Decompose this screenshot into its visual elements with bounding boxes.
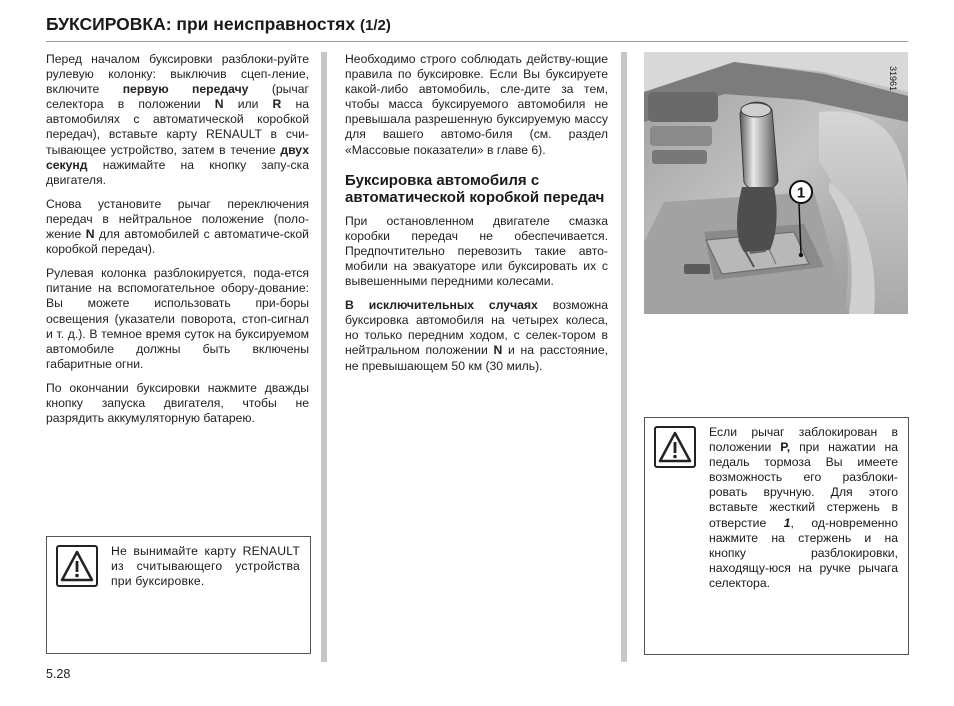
warning-box-lever-locked bbox=[644, 417, 909, 655]
paragraph-unlock-steering: Перед началом буксировки разблоки-руйте рулевую колонку: выключив сцеп-ление, включите первую передачу (рычаг селектора в положении N или R на автомобилях с автоматической коробкой передач), вставьте карту RENAULT в счи-тывающее устройство, затем в течение двух секунд нажимайте на кнопку запу-ска двигателя. bbox=[46, 52, 309, 187]
middle-column bbox=[345, 52, 608, 383]
title-text: БУКСИРОВКА: при неисправностях bbox=[46, 14, 356, 34]
gear-selector-illustration bbox=[644, 52, 908, 314]
column-divider-2 bbox=[621, 52, 627, 662]
warning-text: Если рычаг заблокирован в положении P, при нажатии на педаль тормоза Вы имеете возможность его разблоки-ровать вручную. Для этого вставьте жесткий стержень в отверстие 1, од-новременно нажмите на стержень и на кнопку разблокировки, находящу-юся на ручке рычага селектора. bbox=[709, 425, 898, 590]
warning-text: Не вынимайте карту RENAULT из считывающего устройства при буксировке. bbox=[111, 544, 300, 589]
left-column bbox=[46, 52, 309, 435]
warning-icon bbox=[654, 426, 696, 468]
title-rule bbox=[46, 41, 908, 42]
warning-box-card bbox=[46, 536, 311, 654]
image-code: 31961 bbox=[888, 66, 898, 92]
section-heading-automatic: Буксировка автомобиля с автоматической коробкой передач bbox=[345, 171, 605, 206]
paragraph-no-lubrication: При остановленном двигателе смазка коробки передач не обеспечивается. Предпочтительно перевозить такие авто-мобили на эвакуаторе или буксировать их с вывешенными передними колесами. bbox=[345, 213, 608, 289]
page-title bbox=[46, 14, 391, 35]
paragraph-steering-unlocked: Рулевая колонка разблокируется, пода-ется питание на вспомогательное обору-дование: Вы можете использовать при-боры освещения (указатели поворота, стоп-сигнал и т. д.). В темное время суток на буксируемом автомобиле должны быть включены габаритные огни. bbox=[46, 266, 309, 371]
gear-selector-photo bbox=[644, 52, 908, 314]
paragraph-exceptional-cases: В исключительных случаях возможна буксировка автомобиля на четырех колеса, но только передним ходом, с селек-тором в нейтральном положении N и на расстояние, не превышающем 50 км (30 миль). bbox=[345, 298, 608, 373]
page-number: 5.28 bbox=[46, 667, 71, 681]
paragraph-towing-rules: Необходимо строго соблюдать действу-ющие правила по буксировке. Если Вы буксируете какой-либо автомобиль, сле-дите за тем, чтобы масса буксируемого автомобиля не превышала разрешенную буксируемую массу для вашего автомо-биля (см. раздел «Массовые показатели» в главе 6). bbox=[345, 52, 608, 157]
column-divider-1 bbox=[321, 52, 327, 662]
warning-icon bbox=[56, 545, 98, 587]
title-part: (1/2) bbox=[359, 17, 391, 34]
paragraph-after-towing: По окончании буксировки нажмите дважды кнопку запуска двигателя, чтобы не разрядить аккумуляторную батарею. bbox=[46, 380, 309, 426]
callout-1: 1 bbox=[796, 184, 806, 202]
paragraph-neutral: Снова установите рычаг переключения передач в нейтральное положение (поло-жение N для автомобилей с автоматиче-ской коробкой передач). bbox=[46, 196, 309, 257]
